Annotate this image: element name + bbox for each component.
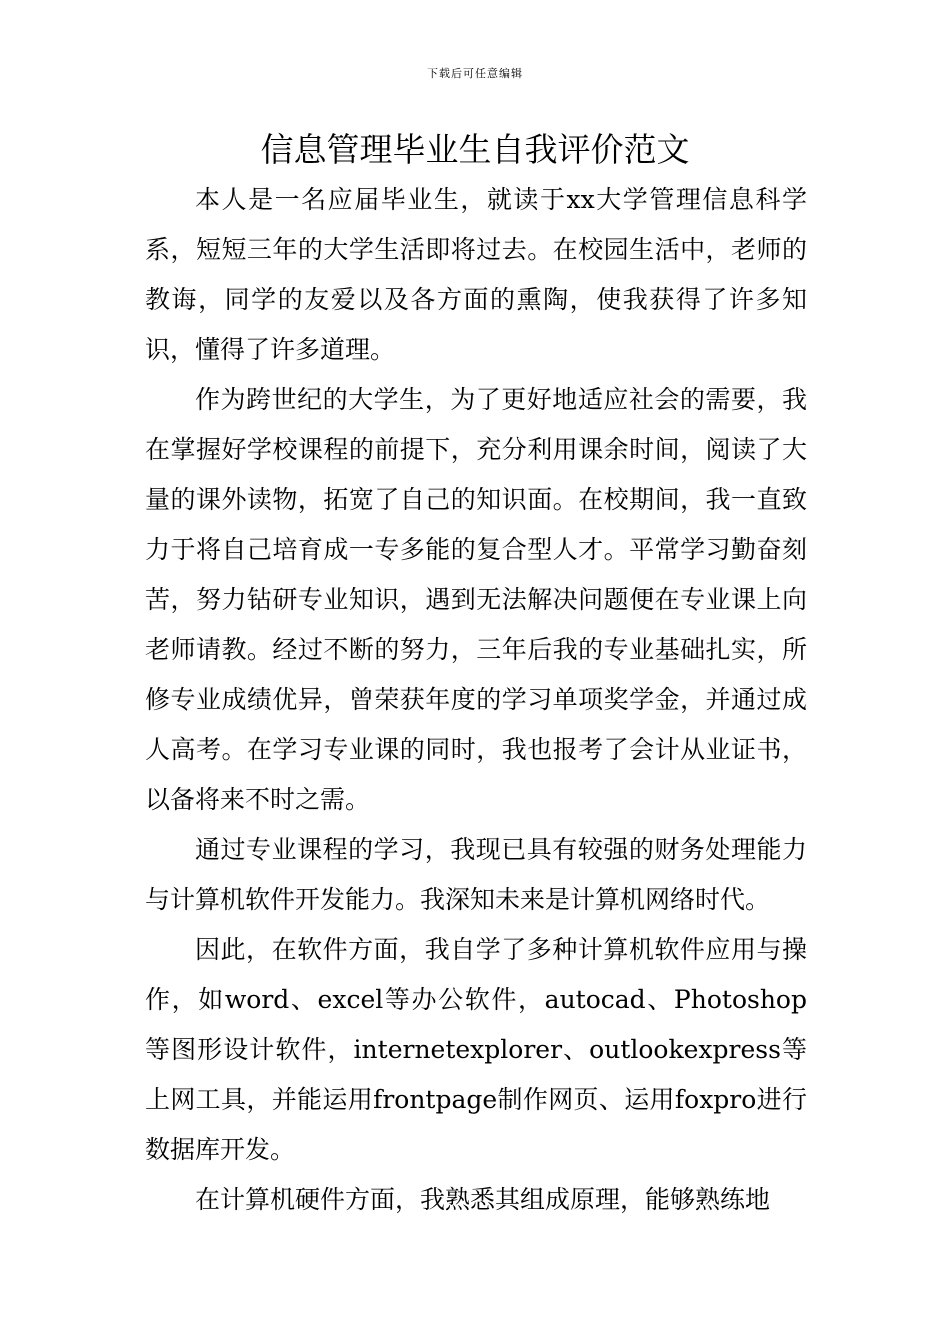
- document-body: [145, 175, 807, 1225]
- document-title: 信息管理毕业生自我评价范文: [260, 130, 690, 169]
- paragraph-2: 作为跨世纪的大学生，为了更好地适应社会的需要，我在掌握好学校课程的前提下，充分利用课余时间，阅读了大量的课外读物，拓宽了自己的知识面。在校期间，我一直致力于将自己培育成一专多能的复合型人才。平常学习勤奋刻苦，努力钻研专业知识，遇到无法解决问题便在专业课上向老师请教。经过不断的努力，三年后我的专业基础扎实，所修专业成绩优异，曾荣获年度的学习单项奖学金，并通过成人高考。在学习专业课的同时，我也报考了会计从业证书，以备将来不时之需。: [145, 385, 807, 814]
- paragraph-3: 通过专业课程的学习，我现已具有较强的财务处理能力与计算机软件开发能力。我深知未来是计算机网络时代。: [145, 835, 807, 914]
- paragraph-4: 因此，在软件方面，我自学了多种计算机软件应用与操作，如word、excel等办公软件，autocad、Photoshop等图形设计软件，internetexplorer、outlookexpress等上网工具，并能运用frontpage制作网页、运用foxpro进行数据库开发。: [145, 935, 807, 1164]
- paragraph-1: 本人是一名应届毕业生，就读于xx大学管理信息科学系，短短三年的大学生活即将过去。在校园生活中，老师的教诲，同学的友爱以及各方面的熏陶，使我获得了许多知识，懂得了许多道理。: [145, 185, 807, 364]
- paragraph-5: 在计算机硬件方面，我熟悉其组成原理，能够熟练地: [195, 1185, 771, 1214]
- header-note: 下载后可任意编辑: [427, 67, 523, 80]
